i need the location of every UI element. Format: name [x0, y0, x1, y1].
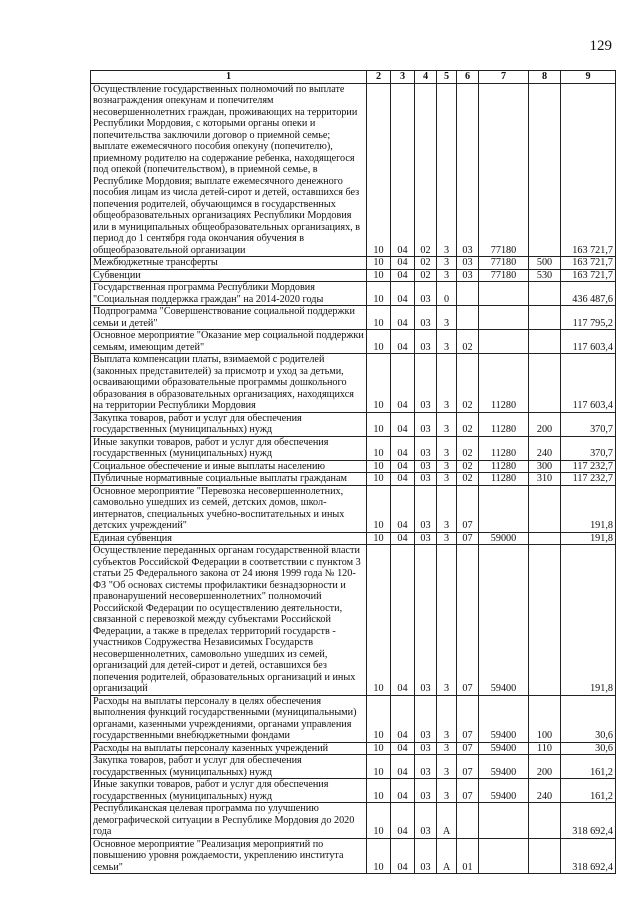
cell-event: 02	[457, 436, 479, 460]
cell-subprogram: 3	[437, 436, 457, 460]
cell-subprogram: 3	[437, 83, 457, 257]
cell-event: 03	[457, 83, 479, 257]
column-header: 5	[437, 71, 457, 84]
cell-direction: 77180	[479, 269, 529, 282]
cell-subprogram: А	[437, 803, 457, 839]
cell-program: 03	[415, 412, 437, 436]
cell-section: 10	[367, 803, 391, 839]
cell-program: 03	[415, 803, 437, 839]
cell-amount: 161,2	[561, 755, 616, 779]
cell-direction: 11280	[479, 460, 529, 473]
cell-expense-type	[529, 83, 561, 257]
cell-section: 10	[367, 412, 391, 436]
cell-program: 03	[415, 838, 437, 874]
cell-subprogram: 3	[437, 412, 457, 436]
cell-event: 02	[457, 473, 479, 486]
cell-subsection: 04	[391, 460, 415, 473]
cell-section: 10	[367, 779, 391, 803]
page-number: 129	[589, 38, 612, 54]
table-row	[91, 330, 616, 354]
cell-subsection: 04	[391, 545, 415, 696]
cell-amount: 436 487,6	[561, 282, 616, 306]
cell-direction: 77180	[479, 83, 529, 257]
row-name: Выплата компенсации платы, взимаемой с родителей (законных представителей) за присмотр и уход за детьми, осваивающими образовательные программы дошкольного образования в образовательных организациях, находящихся на территории Республики Мордовия	[91, 354, 367, 413]
column-header: 2	[367, 71, 391, 84]
cell-amount: 191,8	[561, 532, 616, 545]
cell-section: 10	[367, 330, 391, 354]
cell-event	[457, 306, 479, 330]
cell-amount: 191,8	[561, 545, 616, 696]
row-name: Иные закупки товаров, работ и услуг для обеспечения государственных (муниципальных) нужд	[91, 436, 367, 460]
cell-amount: 117 603,4	[561, 354, 616, 413]
cell-subsection: 04	[391, 485, 415, 532]
cell-event: 03	[457, 257, 479, 270]
cell-subprogram: А	[437, 838, 457, 874]
cell-event: 02	[457, 330, 479, 354]
cell-program: 02	[415, 269, 437, 282]
cell-program: 03	[415, 330, 437, 354]
cell-expense-type	[529, 354, 561, 413]
row-name: Основное мероприятие "Реализация мероприятий по повышению уровня рождаемости, укреплению института семьи"	[91, 838, 367, 874]
cell-program: 02	[415, 257, 437, 270]
table-row	[91, 354, 616, 413]
row-name: Социальное обеспечение и иные выплаты населению	[91, 460, 367, 473]
table-row	[91, 83, 616, 257]
cell-event: 07	[457, 755, 479, 779]
cell-expense-type: 200	[529, 412, 561, 436]
cell-program: 03	[415, 460, 437, 473]
cell-event	[457, 803, 479, 839]
cell-section: 10	[367, 83, 391, 257]
table-row	[91, 545, 616, 696]
cell-event: 03	[457, 269, 479, 282]
row-name: Межбюджетные трансферты	[91, 257, 367, 270]
cell-subprogram: 3	[437, 695, 457, 742]
table-row	[91, 803, 616, 839]
cell-subsection: 04	[391, 354, 415, 413]
row-name: Иные закупки товаров, работ и услуг для обеспечения государственных (муниципальных) нужд	[91, 779, 367, 803]
cell-program: 03	[415, 545, 437, 696]
cell-expense-type	[529, 803, 561, 839]
row-name: Единая субвенция	[91, 532, 367, 545]
table-row	[91, 838, 616, 874]
cell-program: 03	[415, 755, 437, 779]
table-row	[91, 306, 616, 330]
cell-subsection: 04	[391, 755, 415, 779]
cell-expense-type	[529, 330, 561, 354]
cell-direction: 11280	[479, 412, 529, 436]
column-header: 4	[415, 71, 437, 84]
cell-event: 07	[457, 532, 479, 545]
cell-direction: 59400	[479, 779, 529, 803]
row-name: Расходы на выплаты персоналу казенных учреждений	[91, 742, 367, 755]
cell-subsection: 04	[391, 803, 415, 839]
table-row	[91, 460, 616, 473]
table-row	[91, 412, 616, 436]
cell-direction: 11280	[479, 436, 529, 460]
row-name: Закупка товаров, работ и услуг для обеспечения государственных (муниципальных) нужд	[91, 412, 367, 436]
cell-event: 02	[457, 460, 479, 473]
table-row	[91, 257, 616, 270]
column-header: 7	[479, 71, 529, 84]
cell-program: 02	[415, 83, 437, 257]
cell-subprogram: 3	[437, 742, 457, 755]
cell-subprogram: 3	[437, 473, 457, 486]
cell-section: 10	[367, 306, 391, 330]
cell-subsection: 04	[391, 532, 415, 545]
table-body	[91, 83, 616, 874]
cell-expense-type: 300	[529, 460, 561, 473]
cell-event: 07	[457, 695, 479, 742]
cell-expense-type: 100	[529, 695, 561, 742]
cell-direction: 59400	[479, 545, 529, 696]
row-name: Государственная программа Республики Мордовия "Социальная поддержка граждан" на 2014-2020 годы	[91, 282, 367, 306]
row-name: Расходы на выплаты персоналу в целях обеспечения выполнения функций государственными (муниципальными) органами, казенными учреждениями, органами управления государственными внебюджетными фондами	[91, 695, 367, 742]
cell-section: 10	[367, 545, 391, 696]
row-name: Закупка товаров, работ и услуг для обеспечения государственных (муниципальных) нужд	[91, 755, 367, 779]
cell-direction: 77180	[479, 257, 529, 270]
row-name: Осуществление государственных полномочий по выплате вознаграждения опекунам и попечителям несовершеннолетних граждан, проживающих на территории Республики Мордовия, с которыми органы опеки и попечительства заключили договор о приемной семье; выплате ежемесячного пособия опекуну (попечителю), приемному родителю на содержание ребенка, находящегося под опекой (попечительством), в приемной семье, в Республике Мордовия; выплате ежемесячного денежного пособия лицам из числа детей-сирот и детей, оставшихся без попечения родителей, обучающимся в государственных общеобразовательных организациях Республики Мордовия или в муниципальных общеобразовательных организациях, в период до 1 сентября года окончания обучения в общеобразовательной организации	[91, 83, 367, 257]
cell-expense-type	[529, 532, 561, 545]
cell-amount: 370,7	[561, 412, 616, 436]
cell-amount: 117 603,4	[561, 330, 616, 354]
cell-section: 10	[367, 742, 391, 755]
cell-expense-type: 110	[529, 742, 561, 755]
cell-expense-type	[529, 838, 561, 874]
cell-section: 10	[367, 485, 391, 532]
cell-program: 03	[415, 695, 437, 742]
cell-event: 02	[457, 354, 479, 413]
cell-program: 03	[415, 282, 437, 306]
cell-section: 10	[367, 473, 391, 486]
cell-subsection: 04	[391, 742, 415, 755]
cell-event: 07	[457, 779, 479, 803]
cell-subsection: 04	[391, 779, 415, 803]
cell-amount: 370,7	[561, 436, 616, 460]
cell-subprogram: 3	[437, 755, 457, 779]
cell-amount: 117 232,7	[561, 460, 616, 473]
cell-amount: 163 721,7	[561, 269, 616, 282]
cell-subprogram: 3	[437, 306, 457, 330]
cell-expense-type: 240	[529, 779, 561, 803]
cell-section: 10	[367, 436, 391, 460]
cell-amount: 161,2	[561, 779, 616, 803]
cell-subsection: 04	[391, 269, 415, 282]
cell-event: 07	[457, 742, 479, 755]
cell-subsection: 04	[391, 473, 415, 486]
cell-subsection: 04	[391, 257, 415, 270]
cell-direction	[479, 838, 529, 874]
cell-direction	[479, 803, 529, 839]
column-header: 8	[529, 71, 561, 84]
row-name: Осуществление переданных органам государственной власти субъектов Российской Федерации в соответствии с пунктом 3 статьи 25 Федерального закона от 24 июня 1999 года № 120-ФЗ "Об основах системы профилактики безнадзорности и правонарушений несовершеннолетних" полномочий Российской Федерации по осуществлению деятельности, связанной с перевозкой между субъектами Российской Федерации, а также в пределах территорий государств - участников Содружества Независимых Государств несовершеннолетних, самовольно ушедших из семей, организаций для детей-сирот и детей, оставшихся без попечения родителей, образовательных организаций и иных организаций	[91, 545, 367, 696]
row-name: Основное мероприятие "Перевозка несовершеннолетних, самовольно ушедших из семей, детских домов, школ-интернатов, специальных учебно-воспитательных и иных детских учреждений"	[91, 485, 367, 532]
cell-amount: 30,6	[561, 742, 616, 755]
cell-subprogram: 3	[437, 354, 457, 413]
row-name: Республиканская целевая программа по улучшению демографической ситуации в Республике Мордовия до 2020 года	[91, 803, 367, 839]
table-row	[91, 742, 616, 755]
cell-program: 03	[415, 354, 437, 413]
cell-direction: 59400	[479, 742, 529, 755]
table-header-row	[91, 71, 616, 84]
cell-direction: 11280	[479, 354, 529, 413]
cell-amount: 117 795,2	[561, 306, 616, 330]
cell-expense-type: 240	[529, 436, 561, 460]
cell-program: 03	[415, 532, 437, 545]
cell-direction: 59400	[479, 695, 529, 742]
table-row	[91, 532, 616, 545]
cell-section: 10	[367, 257, 391, 270]
cell-program: 03	[415, 779, 437, 803]
cell-section: 10	[367, 282, 391, 306]
cell-section: 10	[367, 269, 391, 282]
cell-amount: 163 721,7	[561, 257, 616, 270]
cell-subsection: 04	[391, 83, 415, 257]
cell-amount: 30,6	[561, 695, 616, 742]
cell-amount: 117 232,7	[561, 473, 616, 486]
cell-expense-type: 310	[529, 473, 561, 486]
cell-subsection: 04	[391, 412, 415, 436]
cell-subprogram: 0	[437, 282, 457, 306]
cell-section: 10	[367, 460, 391, 473]
cell-expense-type	[529, 306, 561, 330]
cell-program: 03	[415, 306, 437, 330]
cell-subprogram: 3	[437, 485, 457, 532]
cell-section: 10	[367, 755, 391, 779]
cell-subprogram: 3	[437, 257, 457, 270]
table-row	[91, 695, 616, 742]
column-header: 1	[91, 71, 367, 84]
cell-amount: 318 692,4	[561, 803, 616, 839]
cell-direction	[479, 282, 529, 306]
cell-expense-type	[529, 545, 561, 696]
cell-expense-type: 200	[529, 755, 561, 779]
cell-direction	[479, 485, 529, 532]
cell-subprogram: 3	[437, 330, 457, 354]
cell-subprogram: 3	[437, 545, 457, 696]
cell-expense-type	[529, 485, 561, 532]
cell-program: 03	[415, 485, 437, 532]
table-row	[91, 269, 616, 282]
cell-event: 07	[457, 545, 479, 696]
table-row	[91, 755, 616, 779]
cell-amount: 163 721,7	[561, 83, 616, 257]
cell-subprogram: 3	[437, 532, 457, 545]
cell-event	[457, 282, 479, 306]
cell-direction: 11280	[479, 473, 529, 486]
column-header: 3	[391, 71, 415, 84]
cell-expense-type: 500	[529, 257, 561, 270]
cell-subsection: 04	[391, 695, 415, 742]
cell-subprogram: 3	[437, 269, 457, 282]
cell-subprogram: 3	[437, 460, 457, 473]
cell-subsection: 04	[391, 330, 415, 354]
cell-program: 03	[415, 473, 437, 486]
cell-direction	[479, 306, 529, 330]
cell-expense-type	[529, 282, 561, 306]
table-row	[91, 282, 616, 306]
table-row	[91, 485, 616, 532]
cell-section: 10	[367, 838, 391, 874]
row-name: Основное мероприятие "Оказание мер социальной поддержки семьям, имеющим детей"	[91, 330, 367, 354]
table-row	[91, 473, 616, 486]
column-header: 6	[457, 71, 479, 84]
row-name: Публичные нормативные социальные выплаты гражданам	[91, 473, 367, 486]
row-name: Подпрограмма "Совершенствование социальной поддержки семьи и детей"	[91, 306, 367, 330]
table-row	[91, 779, 616, 803]
cell-subprogram: 3	[437, 779, 457, 803]
cell-amount: 318 692,4	[561, 838, 616, 874]
cell-section: 10	[367, 532, 391, 545]
cell-subsection: 04	[391, 436, 415, 460]
cell-section: 10	[367, 695, 391, 742]
table-row	[91, 436, 616, 460]
cell-section: 10	[367, 354, 391, 413]
budget-table	[90, 70, 616, 874]
cell-direction	[479, 330, 529, 354]
cell-amount: 191,8	[561, 485, 616, 532]
cell-program: 03	[415, 742, 437, 755]
row-name: Субвенции	[91, 269, 367, 282]
cell-direction: 59400	[479, 755, 529, 779]
cell-program: 03	[415, 436, 437, 460]
cell-event: 01	[457, 838, 479, 874]
cell-expense-type: 530	[529, 269, 561, 282]
cell-direction: 59000	[479, 532, 529, 545]
cell-event: 07	[457, 485, 479, 532]
column-header: 9	[561, 71, 616, 84]
cell-subsection: 04	[391, 306, 415, 330]
cell-subsection: 04	[391, 282, 415, 306]
cell-subsection: 04	[391, 838, 415, 874]
cell-event: 02	[457, 412, 479, 436]
